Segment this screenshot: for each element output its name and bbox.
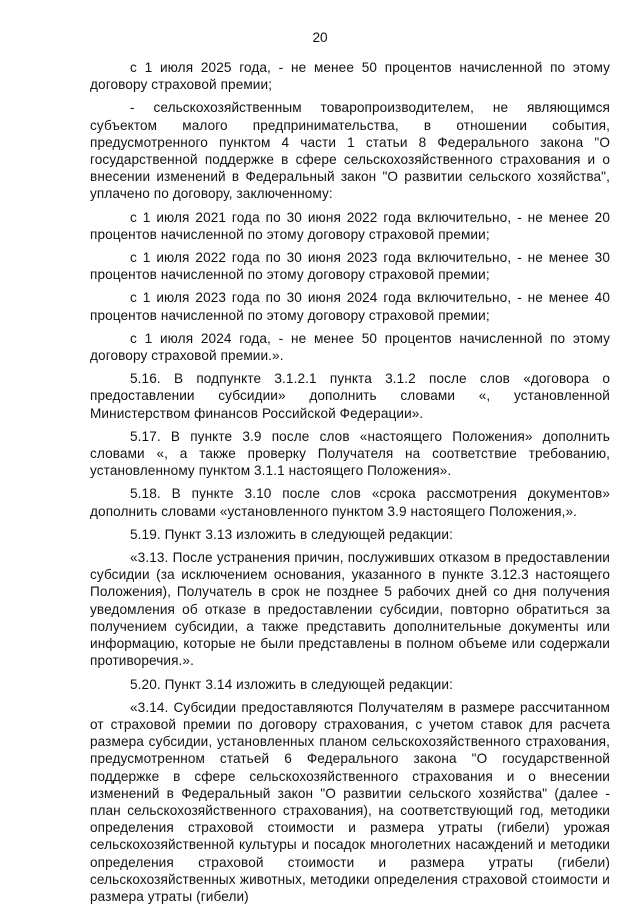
- paragraph: 5.18. В пункте 3.10 после слов «срока рассмотрения документов» дополнить словами «установленного пунктом 3.9 настоящего Положения,».: [90, 486, 610, 519]
- paragraph: с 1 июля 2024 года, - не менее 50 процентов начисленной по этому договору страховой премии.».: [90, 330, 610, 364]
- paragraph: 5.16. В подпункте 3.1.2.1 пункта 3.1.2 после слов «договора о предоставлении субсидии» дополнить словами «, установленной Министерством финансов Российской Федерации».: [90, 371, 610, 421]
- paragraph: с 1 июля 2022 года по 30 июня 2023 года включительно, - не менее 30 процентов начисленной по этому договору страховой премии;: [90, 250, 610, 283]
- paragraph: 5.19. Пункт 3.13 изложить в следующей редакции:: [130, 526, 453, 542]
- paragraph: с 1 июля 2025 года, - не менее 50 процентов начисленной по этому договору страховой премии;: [90, 60, 610, 93]
- paragraph: 5.20. Пункт 3.14 изложить в следующей редакции:: [130, 676, 453, 692]
- document-body: [90, 59, 610, 911]
- paragraph: с 1 июля 2023 года по 30 июня 2024 года включительно, - не менее 40 процентов начисленной по этому договору страховой премии;: [90, 290, 610, 323]
- page-number: 20: [312, 30, 328, 45]
- paragraph: «3.14. Субсидии предоставляются Получателям в размере рассчитанном от страховой премии по договору страхования, с учетом ставок для расчета размера субсидии, установленных планом сельскохозяйственного страхования, предусмотренном статьей 6 Федерального закона "О государственной поддержке в сфере сельскохозяйственного страхования и о внесении изменений в Федеральный закон "О развитии сельского хозяйства" (далее - план сельскохозяйственного страхования), на соответствующий год, методики определения страховой стоимости и размера утраты (гибели) урожая сельскохозяйственной культуры и посадок многолетних насаждений и методики определения страховой стоимости и размера утраты (гибели) сельскохозяйственных животных, методики определения страховой стоимости и размера утраты (гибели): [90, 699, 610, 904]
- paragraph: с 1 июля 2021 года по 30 июня 2022 года включительно, - не менее 20 процентов начисленной по этому договору страховой премии;: [90, 209, 610, 242]
- paragraph: 5.17. В пункте 3.9 после слов «настоящего Положения» дополнить словами «, а также проверку Получателя на соответствие требованию, установленному пунктом 3.1.1 настоящего Положения».: [90, 428, 610, 479]
- paragraph: - сельскохозяйственным товаропроизводителем, не являющимся субъектом малого предпринимательства, в отношении события, предусмотренного пунктом 4 части 1 статьи 8 Федерального закона "О государственной поддержке в сфере сельскохозяйственного страхования и о внесении изменений в Федеральный закон "О развитии сельского хозяйства", уплачено по договору, заключенному:: [90, 100, 610, 202]
- paragraph: «3.13. После устранения причин, послуживших отказом в предоставлении субсидии (за исключением основания, указанного в пункте 3.12.3 настоящего Положения), Получатель в срок не позднее 5 рабочих дней со дня получения уведомления об отказе в предоставлении субсидии, повторно обратиться за получением субсидии, а также представить дополнительные документы или информацию, которые не были представлены в полном объеме или содержали противоречия.».: [90, 550, 610, 669]
